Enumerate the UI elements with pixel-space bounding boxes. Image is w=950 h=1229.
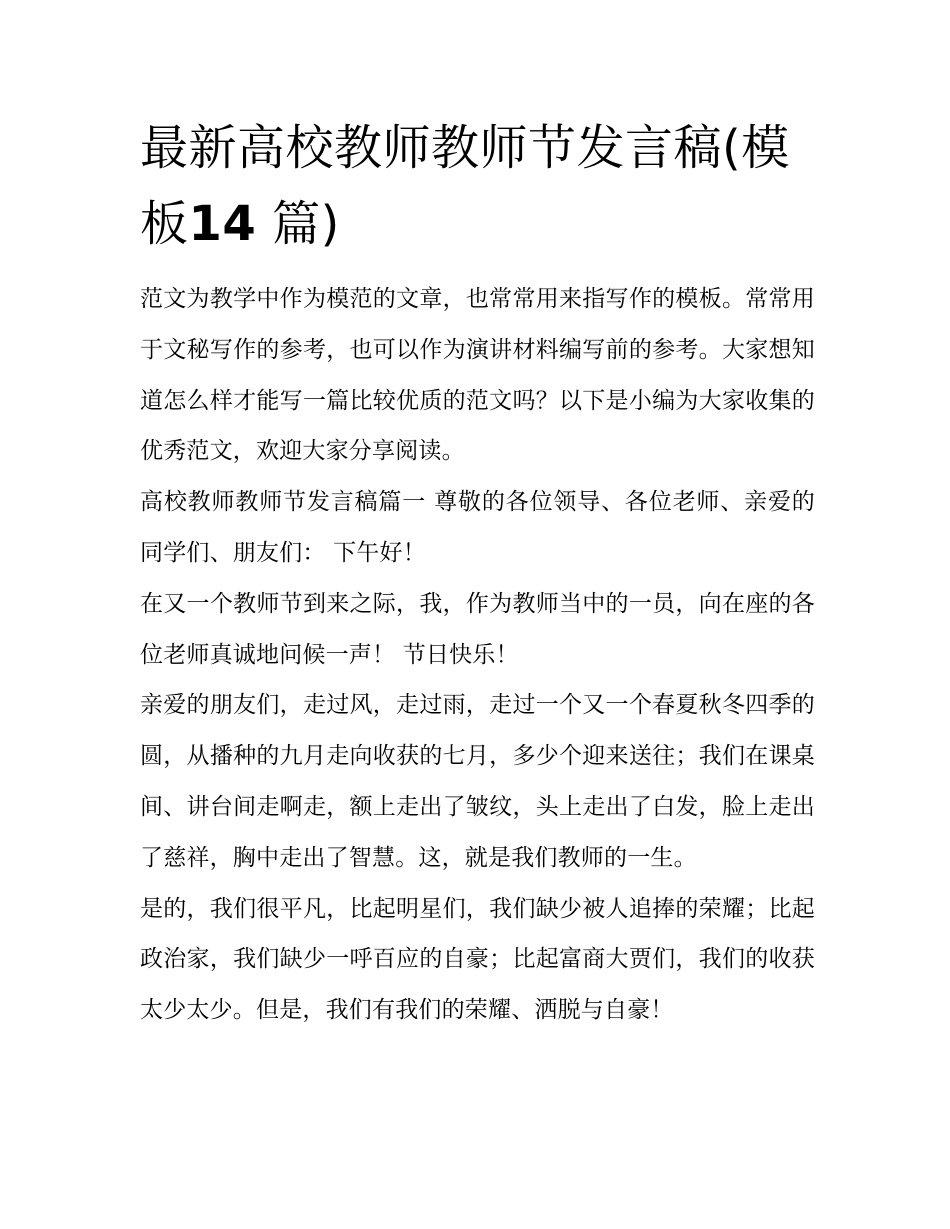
document-content xyxy=(140,110,815,1036)
title-text-part2: 篇) xyxy=(272,196,340,252)
title-number: 14 xyxy=(188,196,257,252)
paragraph-teacher-life: 亲爱的朋友们，走过风，走过雨，走过一个又一个春夏秋冬四季的圆，从播种的九月走向收获的七月，多少个迎来送往；我们在课桌间、讲台间走啊走，额上走出了皱纹，头上走出了白发，脸上走出了慈祥，胸中走出了智慧。这，就是我们教师的一生。 xyxy=(140,692,815,871)
document-body xyxy=(140,274,815,1036)
paragraph-greeting: 高校教师教师节发言稿篇一 尊敬的各位领导、各位老师、亲爱的同学们、朋友们： 下午好！ xyxy=(140,489,815,566)
document-title xyxy=(140,110,815,262)
title-text-part1: 最新高校教师教师节发言稿(模板 xyxy=(140,120,790,252)
paragraph-teacher-pride: 是的，我们很平凡，比起明星们，我们缺少被人追捧的荣耀；比起政治家，我们缺少一呼百应的自豪；比起富商大贾们，我们的收获太少太少。但是，我们有我们的荣耀、洒脱与自豪！ xyxy=(140,895,815,1024)
paragraph-festival-wishes: 在又一个教师节到来之际，我，作为教师当中的一员，向在座的各位老师真诚地问候一声！ 节日快乐！ xyxy=(140,590,815,668)
paragraph-intro: 范文为教学中作为模范的文章，也常常用来指写作的模板。常常用于文秘写作的参考，也可以作为演讲材料编写前的参考。大家想知道怎么样才能写一篇比较优质的范文吗？以下是小编为大家收集的优秀范文，欢迎大家分享阅读。 xyxy=(140,286,815,465)
